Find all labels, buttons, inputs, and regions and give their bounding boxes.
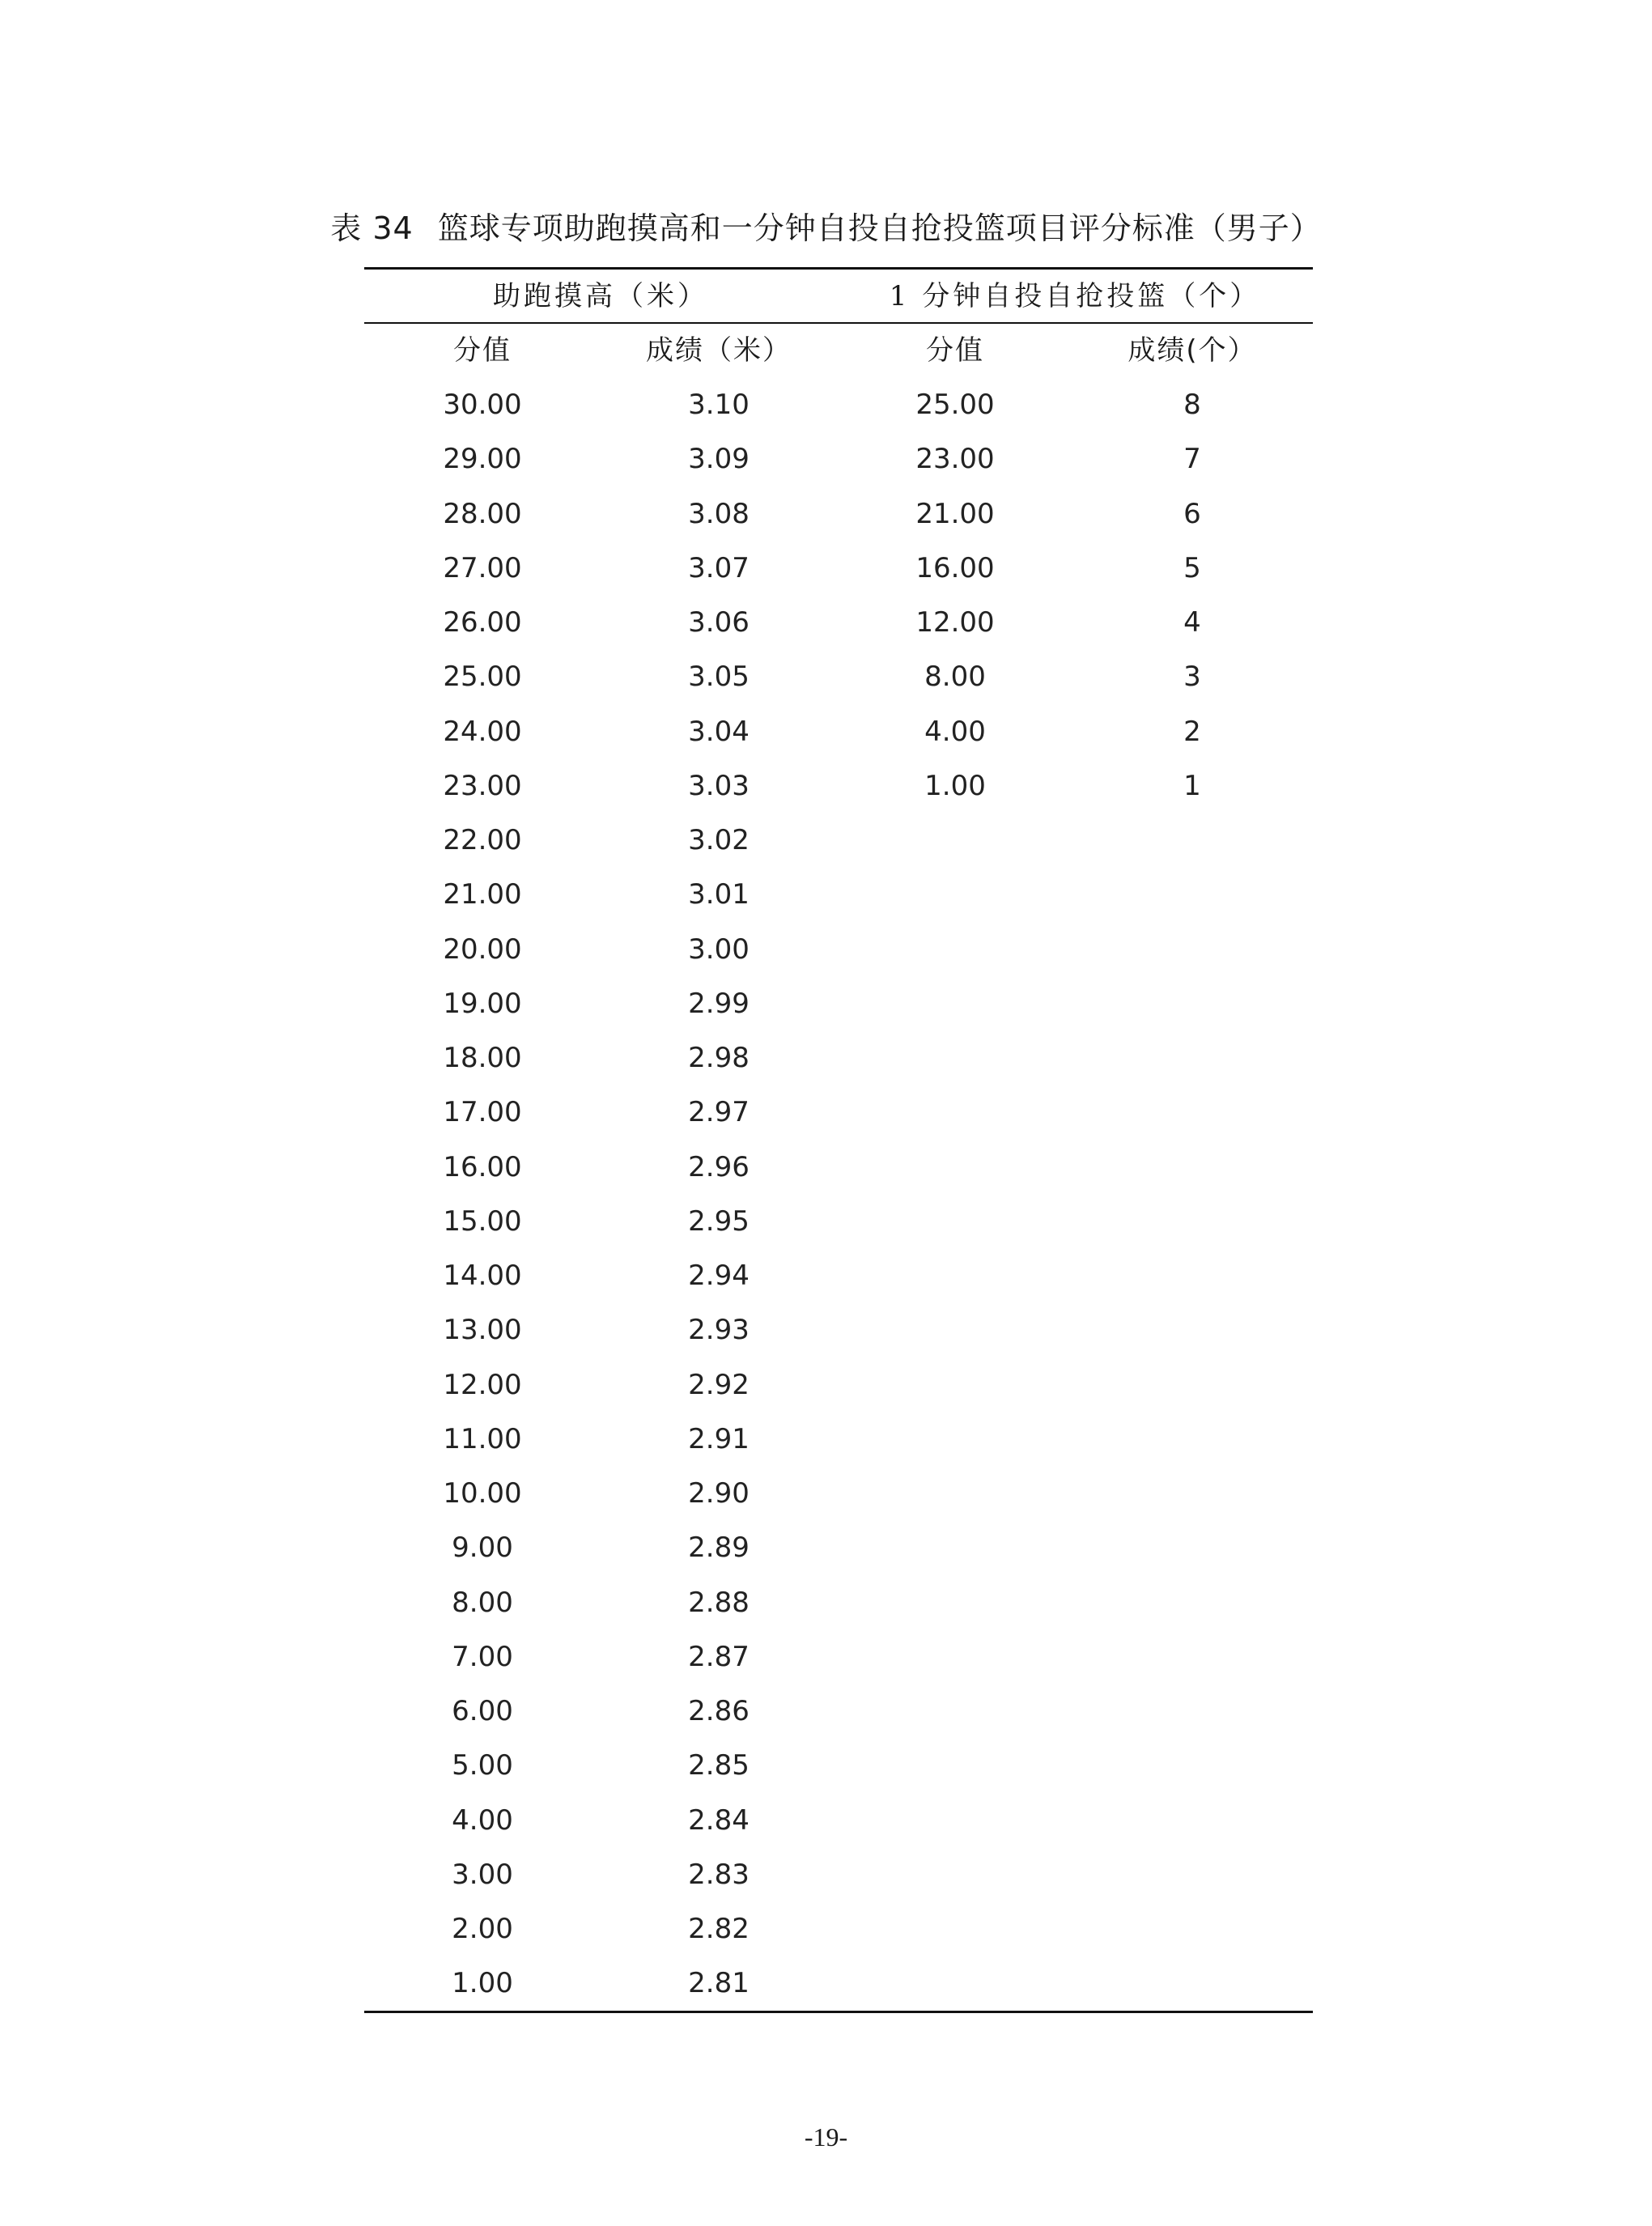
result-count-cell [1073,1085,1311,1140]
result-count-cell [1073,977,1311,1031]
score-shooting-cell [837,1630,1073,1684]
score-reach-cell: 20.00 [443,932,522,966]
table-row [0,1412,1652,1467]
table-row [0,1521,1652,1575]
result-count-cell [1073,923,1311,977]
score-shooting-cell [837,923,1073,977]
result-meters-cell: 3.00 [688,932,750,966]
column-header-score-left: 分值 [453,334,512,367]
score-shooting-cell [837,1467,1073,1521]
result-meters-cell: 2.96 [688,1150,750,1183]
score-reach-cell: 12.00 [443,1368,522,1401]
score-shooting-cell [837,814,1073,868]
score-reach-cell: 11.00 [443,1422,522,1455]
table-row [0,1576,1652,1630]
score-reach-cell: 22.00 [443,824,522,856]
result-count-cell [1073,1467,1311,1521]
result-meters-cell: 2.92 [688,1368,750,1401]
result-meters-cell: 2.81 [688,1967,750,2000]
result-meters-cell: 3.09 [688,443,750,476]
result-count-cell: 1 [1183,769,1201,802]
table-row [0,814,1652,868]
result-count-cell: 7 [1183,443,1201,476]
score-reach-cell: 15.00 [443,1204,522,1238]
result-meters-cell: 2.99 [688,987,750,1020]
column-header-result-count: 成绩(个） [1128,334,1257,367]
table-body [0,378,1652,2011]
table-row [0,1303,1652,1357]
column-header-result-meters: 成绩（米） [646,334,792,367]
table-row [0,1195,1652,1249]
score-shooting-cell [837,1902,1073,1956]
result-count-cell [1073,1684,1311,1739]
score-shooting-cell [837,977,1073,1031]
score-reach-cell: 18.00 [443,1042,522,1074]
result-count-cell: 8 [1183,389,1201,421]
table-title: 篮球专项助跑摸高和一分钟自投自抢投篮项目评分标准（男子） [437,210,1322,246]
score-reach-cell: 14.00 [443,1260,522,1292]
table-row [0,1902,1652,1956]
result-meters-cell: 2.88 [688,1586,750,1619]
result-count-cell: 6 [1183,497,1201,530]
score-reach-cell: 2.00 [452,1913,513,1945]
result-meters-cell: 2.90 [688,1477,750,1510]
score-shooting-cell: 4.00 [924,715,986,748]
score-shooting-cell [837,1412,1073,1467]
result-meters-cell: 2.93 [688,1314,750,1347]
score-reach-cell: 6.00 [452,1695,513,1727]
result-meters-cell: 3.07 [688,551,750,584]
result-meters-cell: 3.03 [688,769,750,802]
score-reach-cell: 26.00 [443,606,522,639]
table-row [0,868,1652,922]
table-row [0,487,1652,542]
result-count-cell [1073,1358,1311,1412]
table-row [0,1141,1652,1195]
result-count-cell [1073,1412,1311,1467]
score-shooting-cell [837,1576,1073,1630]
result-meters-cell: 3.06 [688,606,750,639]
score-shooting-cell: 16.00 [915,551,995,584]
score-reach-cell: 23.00 [443,769,522,802]
result-count-cell [1073,1794,1311,1848]
score-shooting-cell: 25.00 [915,389,995,421]
score-shooting-cell [837,868,1073,922]
result-meters-cell: 3.02 [688,824,750,856]
score-reach-cell: 9.00 [452,1531,513,1565]
score-shooting-cell [837,1031,1073,1085]
score-reach-cell: 27.00 [443,551,522,584]
result-meters-cell: 3.10 [688,389,750,421]
score-shooting-cell: 1.00 [924,769,986,802]
table-row [0,977,1652,1031]
column-header-score-right: 分值 [926,334,984,367]
table-row [0,378,1652,432]
score-shooting-cell: 21.00 [915,497,995,530]
result-count-cell [1073,1521,1311,1575]
table-row [0,1794,1652,1848]
page-number: -19- [804,2122,848,2152]
result-meters-cell: 3.05 [688,661,750,694]
result-meters-cell: 2.97 [688,1096,750,1129]
result-count-cell: 2 [1183,715,1201,748]
score-reach-cell: 8.00 [452,1586,513,1619]
result-meters-cell: 2.98 [688,1042,750,1074]
score-reach-cell: 16.00 [443,1150,522,1183]
score-shooting-cell: 23.00 [915,443,995,476]
score-reach-cell: 7.00 [452,1640,513,1673]
result-count-cell [1073,1303,1311,1357]
score-shooting-cell [837,1739,1073,1793]
table-row [0,923,1652,977]
table-row [0,1467,1652,1521]
score-shooting-cell [837,1249,1073,1303]
table-row [0,1956,1652,2011]
result-meters-cell: 2.94 [688,1260,750,1292]
table-row [0,1249,1652,1303]
result-meters-cell: 2.89 [688,1531,750,1565]
group-header-run-up-reach: 助跑摸高（米） [493,280,708,312]
result-count-cell: 4 [1183,606,1201,639]
score-reach-cell: 30.00 [443,389,522,421]
score-shooting-cell [837,1684,1073,1739]
result-count-cell [1073,1141,1311,1195]
score-shooting-cell [837,1303,1073,1357]
result-count-cell [1073,1195,1311,1249]
table-bottom-rule [364,2011,1313,2013]
table-row [0,596,1652,650]
table-row [0,1684,1652,1739]
table-caption [0,204,1652,253]
score-shooting-cell [837,1141,1073,1195]
score-reach-cell: 10.00 [443,1477,522,1510]
result-meters-cell: 2.87 [688,1640,750,1673]
table-number: 表 34 [330,210,414,246]
score-shooting-cell [837,1848,1073,1902]
table-row [0,650,1652,704]
score-reach-cell: 17.00 [443,1096,522,1129]
score-reach-cell: 3.00 [452,1858,513,1891]
score-shooting-cell: 8.00 [924,661,986,694]
table-row [0,1848,1652,1902]
result-meters-cell: 2.83 [688,1858,750,1891]
result-meters-cell: 2.95 [688,1204,750,1238]
result-meters-cell: 3.01 [688,878,750,911]
result-count-cell [1073,1576,1311,1630]
table-row [0,542,1652,596]
score-reach-cell: 4.00 [452,1803,513,1837]
score-reach-cell: 5.00 [452,1749,513,1782]
score-shooting-cell [837,1521,1073,1575]
result-count-cell [1073,1902,1311,1956]
group-header-one-minute-shooting: 1 分钟自投自抢投篮（个） [889,280,1261,312]
result-meters-cell: 2.84 [688,1803,750,1837]
table-row [0,1031,1652,1085]
table-row [0,759,1652,814]
score-shooting-cell [837,1358,1073,1412]
result-count-cell [1073,1630,1311,1684]
result-meters-cell: 2.91 [688,1422,750,1455]
score-reach-cell: 19.00 [443,987,522,1020]
table-row [0,1630,1652,1684]
result-count-cell [1073,1848,1311,1902]
result-meters-cell: 2.86 [688,1695,750,1727]
score-shooting-cell [837,1956,1073,2011]
score-shooting-cell [837,1195,1073,1249]
result-count-cell [1073,1956,1311,2011]
result-meters-cell: 2.85 [688,1749,750,1782]
table-row [0,1085,1652,1140]
result-count-cell [1073,1031,1311,1085]
score-reach-cell: 13.00 [443,1314,522,1347]
table-row [0,705,1652,759]
score-reach-cell: 24.00 [443,715,522,748]
result-count-cell [1073,1249,1311,1303]
table-row [0,1739,1652,1793]
table-row [0,432,1652,486]
score-reach-cell: 28.00 [443,497,522,530]
score-reach-cell: 21.00 [443,878,522,911]
result-meters-cell: 3.08 [688,497,750,530]
score-reach-cell: 25.00 [443,661,522,694]
result-count-cell [1073,814,1311,868]
result-count-cell [1073,1739,1311,1793]
score-reach-cell: 29.00 [443,443,522,476]
score-shooting-cell [837,1085,1073,1140]
result-meters-cell: 2.82 [688,1913,750,1945]
result-count-cell: 5 [1183,551,1201,584]
result-count-cell [1073,868,1311,922]
result-meters-cell: 3.04 [688,715,750,748]
score-shooting-cell [837,1794,1073,1848]
score-reach-cell: 1.00 [452,1967,513,2000]
table-row [0,1358,1652,1412]
score-shooting-cell: 12.00 [915,606,995,639]
result-count-cell: 3 [1183,661,1201,694]
